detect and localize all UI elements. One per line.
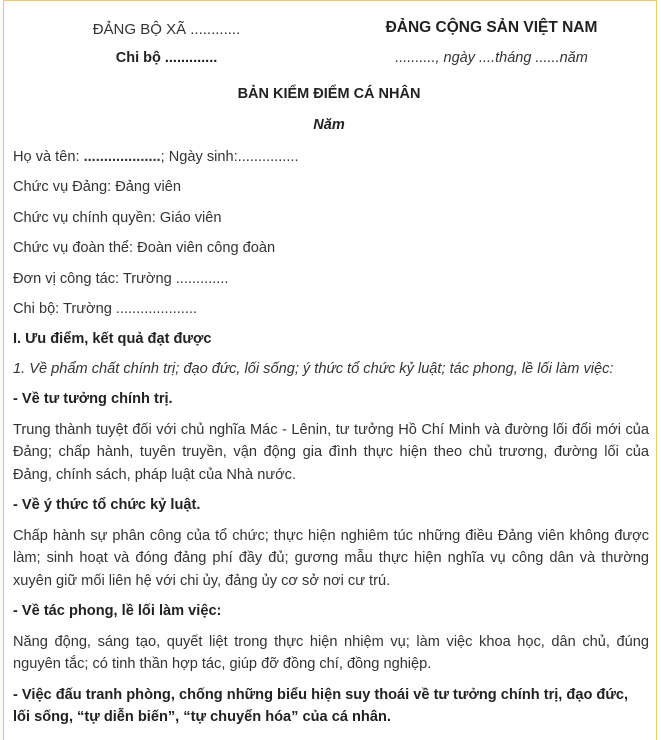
name-birth-line	[13, 146, 649, 176]
government-position-line: Chức vụ chính quyền: Giáo viên	[13, 209, 222, 226]
birth-date-label: ; Ngày sinh:...............	[160, 149, 299, 165]
party-cell-line: Chi bộ: Trường ....................	[13, 300, 197, 317]
document-body	[13, 146, 649, 737]
document-header	[4, 1, 656, 75]
item-heading-discipline: - Về ý thức tổ chức kỷ luật.	[13, 497, 201, 514]
section-1-subheading: 1. Về phẩm chất chính trị; đạo đức, lối sống; ý thức tổ chức kỷ luật; tác phong, lề lối làm việc:	[13, 361, 614, 378]
item-heading-political-ideology: - Về tư tưởng chính trị.	[13, 391, 173, 408]
item-text-political-ideology: Trung thành tuyệt đối với chủ nghĩa Mác - Lênin, tư tưởng Hồ Chí Minh và đường lối đổi mới của Đảng; chấp hành, tuyên truyền, vận động gia đình thực hiện theo chủ trương, đường lối của Đảng, chính sách, pháp luật của Nhà nước.	[13, 421, 649, 483]
work-unit-line: Đơn vị công tác: Trường .............	[13, 270, 229, 287]
name-placeholder: ...................	[83, 149, 161, 165]
party-name-title: ĐẢNG CỘNG SẢN VIỆT NAM	[385, 19, 598, 36]
item-text-discipline: Chấp hành sự phân công của tổ chức; thực hiện nghiêm túc những điều Đảng viên không được làm; sinh hoạt và đóng đảng phí đầy đủ; gương mẫu thực hiện nghĩa vụ công dân và thường xuyên giữ mối liên hệ với chi ủy, đảng ủy cơ sở nơi cư trú.	[13, 527, 649, 589]
item-heading-anti-degradation: - Việc đấu tranh phòng, chống những biểu hiện suy thoái về tư tưởng chính trị, đạo đức, lối sống, “tự diễn biến”, “tự chuyển hóa” của cá nhân.	[13, 686, 629, 726]
document-year-label: Năm	[313, 117, 345, 133]
party-position-line: Chức vụ Đảng: Đảng viên	[13, 179, 181, 196]
name-label: Họ và tên:	[13, 149, 84, 165]
party-cell-label: Chi bộ .............	[115, 50, 218, 66]
item-heading-work-style: - Về tác phong, lề lối làm việc:	[13, 603, 222, 620]
party-committee-label: ĐẢNG BỘ XÃ ............	[92, 21, 241, 38]
document-title: BẢN KIỂM ĐIỂM CÁ NHÂN	[237, 86, 421, 102]
date-line: .........., ngày ....tháng ......năm	[395, 50, 588, 66]
section-1-heading: I. Ưu điểm, kết quả đạt được	[13, 331, 212, 348]
union-position-line: Chức vụ đoàn thể: Đoàn viên công đoàn	[13, 240, 276, 257]
item-text-work-style: Năng động, sáng tạo, quyết liệt trong thực hiện nhiệm vụ; làm việc khoa học, dân chủ, đúng nguyên tắc; có tinh thần hợp tác, giúp đỡ đồng chí, đồng nghiệp.	[13, 633, 649, 673]
document-frame	[3, 0, 657, 740]
